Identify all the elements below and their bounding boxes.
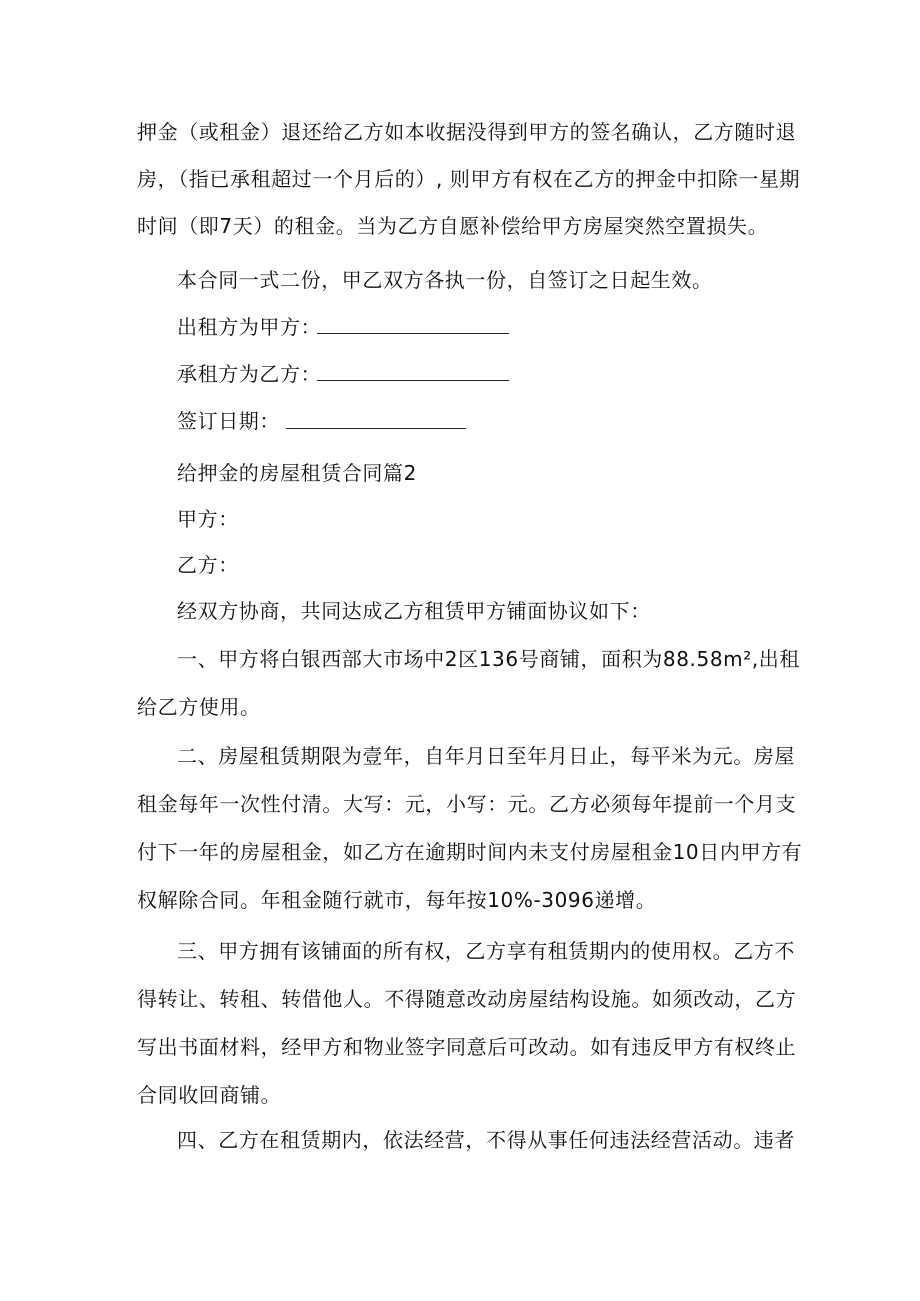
section-title: 给押金的房屋租赁合同篇2 bbox=[177, 461, 417, 485]
clause-3-line-4: 合同收回商铺。 bbox=[137, 1083, 282, 1107]
clause-1-line-1: 一、甲方将白银西部大市场中2区136号商铺，面积为88.58m²,出租 bbox=[177, 647, 801, 671]
lessee-signature-blank bbox=[317, 380, 509, 381]
clause-4-line-1: 四、乙方在租赁期内，依法经营，不得从事任何违法经营活动。违者 bbox=[177, 1128, 795, 1152]
paragraph-2: 本合同一式二份，甲乙双方各执一份，自签订之日起生效。 bbox=[177, 268, 713, 292]
clause-3-line-3: 写出书面材料，经甲方和物业签字同意后可改动。如有违反甲方有权终止 bbox=[137, 1035, 797, 1059]
clause-2-line-3: 付下一年的房屋租金，如乙方在逾期时间内未支付房屋租金10日内甲方有 bbox=[137, 840, 803, 864]
paragraph-1-line-1: 押金（或租金）退还给乙方如本收据没得到甲方的签名确认，乙方随时退 bbox=[137, 120, 797, 144]
clause-3-line-2: 得转让、转租、转借他人。不得随意改动房屋结构设施。如须改动，乙方 bbox=[137, 987, 797, 1011]
clause-2-line-2: 租金每年一次性付清。大写：元，小写：元。乙方必须每年提前一个月支 bbox=[137, 792, 797, 816]
paragraph-1-line-2: 房，（指已承租超过一个月后的）, 则甲方有权在乙方的押金中扣除一星期 bbox=[137, 167, 801, 191]
intro-paragraph: 经双方协商，共同达成乙方租赁甲方铺面协议如下： bbox=[177, 599, 651, 623]
paragraph-1-line-3: 时间（即7天）的租金。当为乙方自愿补偿给甲方房屋突然空置损失。 bbox=[137, 214, 769, 238]
lessee-label: 承租方为乙方： bbox=[177, 362, 322, 386]
clause-2-line-4: 权解除合同。年租金随行就市，每年按10%-3096递增。 bbox=[137, 888, 657, 912]
clause-2-line-1: 二、房屋租赁期限为壹年，自年月日至年月日止，每平米为元。房屋 bbox=[177, 744, 795, 768]
lessor-signature-blank bbox=[317, 333, 509, 334]
lessor-label: 出租方为甲方： bbox=[177, 315, 322, 339]
clause-3-line-1: 三、甲方拥有该铺面的所有权，乙方享有租赁期内的使用权。乙方不 bbox=[177, 939, 795, 963]
date-label: 签订日期： bbox=[177, 409, 280, 433]
party-a-label: 甲方： bbox=[177, 507, 239, 531]
clause-1-line-2: 给乙方使用。 bbox=[137, 695, 261, 719]
party-b-label: 乙方： bbox=[177, 553, 239, 577]
date-blank bbox=[286, 428, 466, 429]
